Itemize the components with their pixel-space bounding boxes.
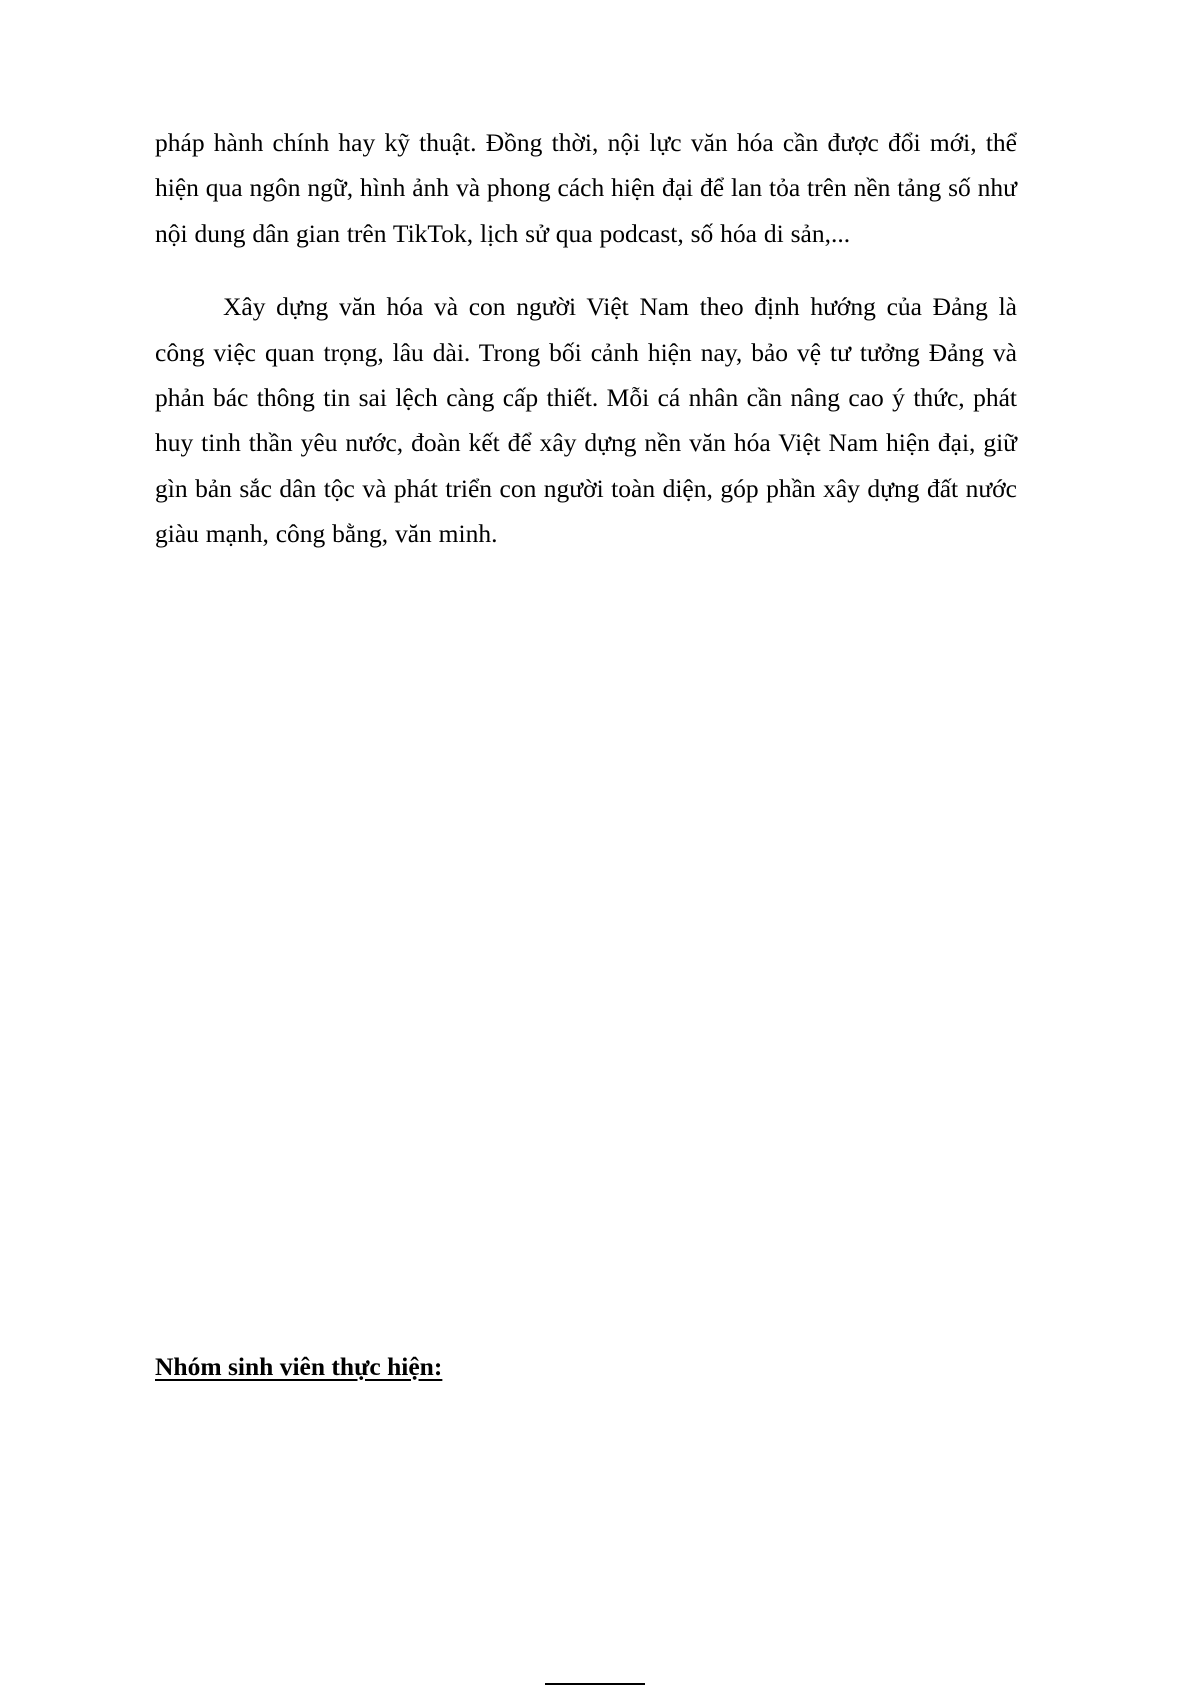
footer-heading-student-group: Nhóm sinh viên thực hiện: — [155, 1352, 443, 1381]
paragraph-spacer — [155, 256, 1017, 284]
paragraph-conclusion: Xây dựng văn hóa và con người Việt Nam theo định hướng của Đảng là công việc quan trọng, lâu dài. Trong bối cảnh hiện nay, bảo vệ tư tưởng Đảng và phản bác thông tin sai lệch càng cấp thiết. Mỗi cá nhân cần nâng cao ý thức, phát huy tinh thần yêu nước, đoàn kết để xây dựng nền văn hóa Việt Nam hiện đại, giữ gìn bản sắc dân tộc và phát triển con người toàn diện, góp phần xây dựng đất nước giàu mạnh, công bằng, văn minh. — [155, 292, 1017, 548]
paragraph-continued: pháp hành chính hay kỹ thuật. Đồng thời, nội lực văn hóa cần được đổi mới, thể hiện qua ngôn ngữ, hình ảnh và phong cách hiện đại để lan tỏa trên nền tảng số như nội dung dân gian trên TikTok, lịch sử qua podcast, số hóa di sản,... — [155, 128, 1017, 248]
document-body — [155, 120, 1017, 556]
